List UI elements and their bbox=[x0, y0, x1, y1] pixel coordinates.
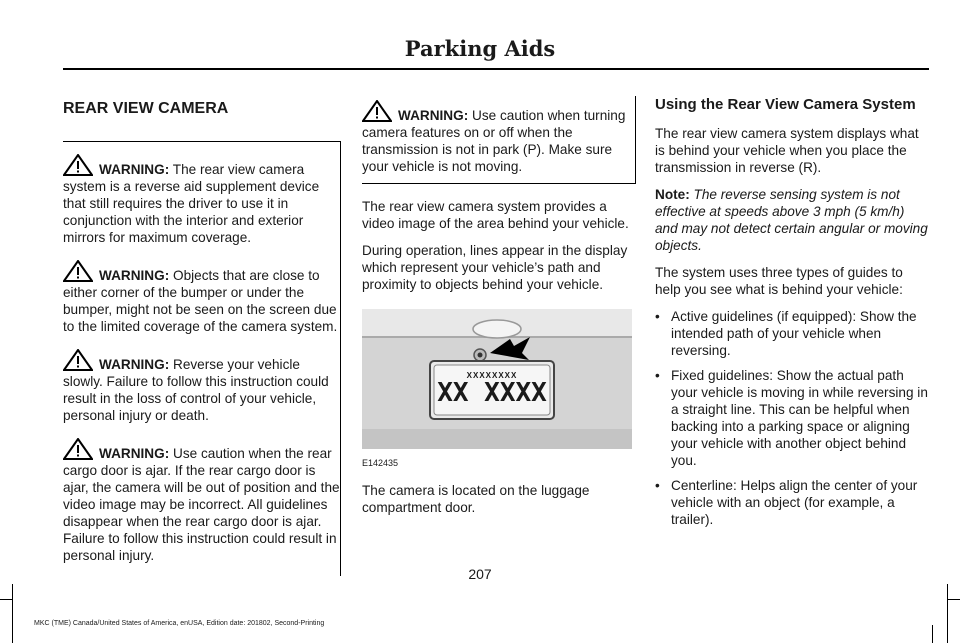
crop-mark bbox=[947, 584, 948, 643]
camera-location-illustration bbox=[362, 309, 632, 449]
warning-triangle-icon bbox=[63, 349, 93, 371]
body-paragraph: During operation, lines appear in the display which represent your vehicle’s path and proximity to objects behind your vehicle. bbox=[362, 243, 628, 292]
right-column bbox=[655, 96, 929, 536]
note-paragraph bbox=[655, 186, 929, 254]
list-item: • Active guidelines (if equipped): Show the intended path of your vehicle when reversing. bbox=[655, 308, 929, 359]
warning-text: Use caution when the rear cargo door is ajar. If the rear cargo door is ajar, the camera will be out of position and the video image may be incorrect. All guidelines disappear when the rear cargo door is ajar. Failure to follow this instruction could result in personal injury. bbox=[63, 446, 340, 563]
footer-edition-text: MKC (TME) Canada/United States of America, enUSA, Edition date: 201802, Second-Printing bbox=[34, 620, 325, 627]
guides-list bbox=[655, 308, 929, 528]
warning-label: WARNING: bbox=[99, 446, 170, 461]
warning-label: WARNING: bbox=[99, 357, 170, 372]
plate-main-text: XX XXXX bbox=[437, 378, 547, 408]
warning-text: The rear view camera system is a reverse aid supplement device that still requires the driver to use it in conjunction with the interior and exterior mirrors for maximum coverage. bbox=[63, 162, 320, 245]
warning-text: Reverse your vehicle slowly. Failure to follow this instruction could result in the loss of control of your vehicle, personal injury or death. bbox=[63, 357, 329, 423]
crop-mark bbox=[932, 625, 933, 643]
warning-box bbox=[63, 141, 341, 576]
note-label: Note: bbox=[655, 187, 690, 202]
warning-label: WARNING: bbox=[99, 162, 170, 177]
crop-mark bbox=[12, 584, 13, 643]
warning-text: Use caution when turning camera features on or off when the transmission is not in park (P). Make sure your vehicle is not moving. bbox=[362, 108, 626, 174]
warning-triangle-icon bbox=[63, 154, 93, 176]
body-paragraph: The rear view camera system displays what is behind your vehicle when you place the transmission in reverse (R). bbox=[655, 126, 919, 175]
page-header-title: Parking Aids bbox=[404, 36, 556, 61]
illustration-code: E142435 bbox=[362, 458, 399, 468]
page-number: 207 bbox=[468, 566, 492, 582]
warning-label: WARNING: bbox=[398, 108, 469, 123]
warning-box bbox=[362, 96, 636, 184]
section-title: REAR VIEW CAMERA bbox=[63, 100, 229, 117]
left-column bbox=[63, 96, 341, 576]
header-rule bbox=[63, 68, 929, 70]
crop-mark bbox=[0, 599, 12, 600]
warning-triangle-icon bbox=[362, 100, 392, 122]
middle-column bbox=[362, 96, 636, 526]
body-paragraph: The rear view camera system provides a video image of the area behind your vehicle. bbox=[362, 199, 629, 231]
warning-triangle-icon bbox=[63, 260, 93, 282]
body-paragraph: The system uses three types of guides to help you see what is behind your vehicle: bbox=[655, 265, 903, 297]
warning-item bbox=[63, 154, 340, 246]
subheading: Using the Rear View Camera System bbox=[655, 96, 916, 113]
warning-item bbox=[63, 438, 340, 564]
plate-top-text: XXXXXXXX bbox=[466, 371, 518, 380]
note-text: The reverse sensing system is not effective at speeds above 3 mph (5 km/h) and may not detect certain angular or moving objects. bbox=[655, 187, 928, 253]
list-item: • Fixed guidelines: Show the actual path your vehicle is moving in while reversing in a straight line. This can be helpful when backing into a parking space or aligning your vehicle with another object behind you. bbox=[655, 367, 929, 469]
list-item: • Centerline: Helps align the center of your vehicle with an object (for example, a trailer). bbox=[655, 477, 929, 528]
warning-item bbox=[362, 100, 635, 175]
illustration-caption: The camera is located on the luggage compartment door. bbox=[362, 483, 590, 515]
warning-item bbox=[63, 349, 340, 424]
warning-text: Objects that are close to either corner of the bumper or under the bumper, might not be seen on the screen due to the limited coverage of the camera system. bbox=[63, 268, 338, 334]
crop-mark bbox=[948, 599, 960, 600]
warning-item bbox=[63, 260, 340, 335]
warning-label: WARNING: bbox=[99, 268, 170, 283]
warning-triangle-icon bbox=[63, 438, 93, 460]
